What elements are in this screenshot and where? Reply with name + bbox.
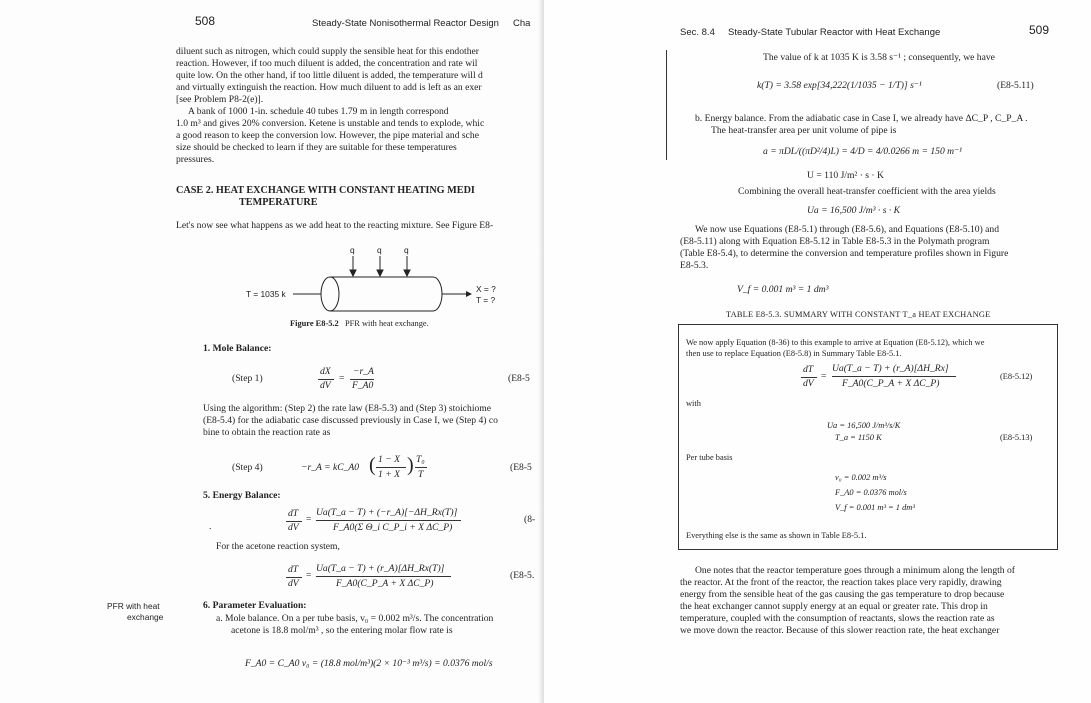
table-title: TABLE E8-5.3. SUMMARY WITH CONSTANT T_a HEAT EXCHANGE — [726, 310, 991, 319]
frac-num: 1 − X — [378, 454, 400, 465]
text-line: diluent such as nitrogen, which could supply the sensible heat for this endother — [176, 46, 479, 57]
text-line: bine to obtain the reaction rate as — [203, 427, 331, 438]
inlet-temperature-label: T = 1035 k — [246, 289, 286, 299]
heat-flux-label: q — [404, 245, 409, 255]
text-line: temperature, coupled with the consumption of reactants, slows the reaction rate as — [680, 613, 995, 624]
table-text: Per tube basis — [686, 453, 733, 462]
text-line: One notes that the reactor temperature goes through a minimum along the length of — [695, 565, 1015, 576]
equation-ua: Ua = 16,500 J/m³ · s · K — [807, 205, 901, 216]
running-head-left-cut: Cha — [513, 18, 531, 29]
eq-lhs: −r_A = kC_A0 — [301, 462, 360, 473]
energy-balance-heading: 5. Energy Balance: — [203, 490, 281, 501]
frac-num: dT — [288, 564, 299, 575]
frac-num: Ua(T_a − T) + (r_A)[ΔH_Rx] — [832, 363, 949, 374]
equation-area: a = πDL/((πD²/4)L) = 4/D = 4/0.0266 m = 150 m⁻¹ — [763, 146, 963, 157]
text-line: quite low. On the other hand, if too little diluent is added, the temperature will d — [176, 70, 483, 81]
equation-k: k(T) = 3.58 exp[34,222(1/1035 − 1/T)] s⁻¹ — [757, 80, 922, 91]
text-line: a good reason to keep the conversion low. However, the pipe material and sche — [176, 130, 479, 141]
table-equation: T_a = 1150 K — [835, 433, 882, 442]
frac-den: T — [418, 469, 424, 480]
text-line: Using the algorithm: (Step 2) the rate law (E8-5.3) and (Step 3) stoichiome — [203, 403, 492, 414]
bullet-dot: . — [209, 521, 212, 532]
frac-den: F_A0(C_P_A + X ΔC_P) — [336, 578, 434, 589]
case-intro: Let's now see what happens as we add heat to the reacting mixture. See Figure E8- — [176, 220, 494, 231]
change-bar — [666, 50, 667, 160]
frac-den: F_A0(C_P_A + X ΔC_P) — [842, 378, 940, 389]
text-line: size should be checked to learn if they are suitable for these temperatures — [176, 142, 457, 153]
equation-fa0: F_A0 = C_A0 v₀ = (18.8 mol/m³)(2 × 10⁻³ m³/s) = 0.0376 mol/s — [245, 658, 493, 669]
step-label: (Step 1) — [232, 373, 263, 384]
equation-number: (E8-5.11) — [997, 80, 1034, 91]
frac-den: F_A0(Σ Θ_i C_P_i + X ΔC_P) — [333, 522, 453, 533]
frac-num: dX — [320, 366, 331, 377]
equation-u: U = 110 J/m² · s · K — [807, 170, 884, 181]
table-equation: Ua = 16,500 J/m³/s/K — [827, 421, 901, 430]
frac-num: Ua(T_a − T) + (r_A)[ΔH_Rx(T)] — [316, 563, 445, 574]
text-line: reaction. However, if too much diluent is added, the concentration and rate wil — [176, 58, 478, 69]
step-label: (Step 4) — [232, 462, 263, 473]
heat-flux-label: q — [350, 245, 355, 255]
figure-caption-label: Figure E8-5.2 — [290, 319, 339, 328]
frac-den: 1 + X — [378, 469, 400, 480]
outlet-temperature-label: T = ? — [476, 295, 496, 305]
text-line: 1.0 m³ and gives 20% conversion. Ketene is unstable and tends to explode, whic — [176, 118, 485, 129]
case-heading-cont: TEMPERATURE — [239, 197, 318, 208]
running-head-right: Steady-State Tubular Reactor with Heat Exchange — [728, 27, 941, 38]
margin-note: exchange — [127, 612, 164, 622]
text-line: pressures. — [176, 154, 215, 165]
text-line: we move down the reactor. Because of this slower reaction rate, the heat exchanger — [680, 625, 1000, 636]
frac-num: dT — [803, 364, 814, 375]
mole-balance-heading: 1. Mole Balance: — [203, 343, 272, 354]
text-line: For the acetone reaction system, — [216, 541, 340, 552]
text-line: A bank of 1000 1-in. schedule 40 tubes 1.79 m in length correspond — [188, 106, 449, 117]
equation-number: (E8-5.13) — [1000, 433, 1033, 442]
case-heading: CASE 2. HEAT EXCHANGE WITH CONSTANT HEATING MEDI — [176, 185, 475, 196]
table-text: Everything else is the same as shown in Table E8-5.1. — [686, 531, 867, 540]
text-line: the reactor. At the front of the reactor, the reaction takes place very rapidly, drawing — [680, 577, 1002, 588]
text-line: the heat exchanger cannot supply energy at an equal or greater rate. This drop in — [680, 601, 988, 612]
heat-flux-label: q — [377, 245, 382, 255]
figure-caption — [290, 318, 429, 330]
frac-num: dT — [288, 508, 299, 519]
text-line: acetone is 18.8 mol/m³ , so the entering molar flow rate is — [231, 625, 453, 636]
text-line: The heat-transfer area per unit volume of pipe is — [711, 125, 897, 136]
left-page: 508 Steady-State Nonisothermal Reactor Design Cha diluent such as nitrogen, which could supply the sensible heat for this endother reaction. However, if too much diluent is added, the concentration and rate wil quite low. On the other hand, if too little diluent is added, the temperature will d and virtually extinguish the reaction. How much diluent to add is left as an exer [see Problem P8-2(e)]. A bank of 1000 1-in. schedule 40 tubes 1.79 m in length correspond 1.0 m³ and gives 20% conversion. Ketene is unstable and tends to explode, whic a good reason to keep the conversion low. However, the pipe material and sche size should be checked to learn if they are suitable for these temperatures pressures. CASE 2. HEAT EXCHANGE WITH CONSTANT HEATING MEDI TEMPERATURE Let's now see what happens as we add heat to the reacting mixture. See Figure E8- q q q T = 1035 k X = ? T = ? Figure E8-5.2 PFR with heat exchange. 1. Mole Balance: (Step 1) dX dV = −r_A F_A0 (E8-5 Using the algorithm: (Step 2) the rate law (E8-5.3) and (Step 3) stoichiome (E8-5.4) for the adiabatic case discussed previously in Case I, we (Step 4) co bine to obtain the reaction rate as (Step 4) −r_A = kC_A0 ( 1 − X 1 + X ) T₀ T (E8-5 5. Energy Balance: dT dV = Ua(T_a − T) + (−r_A)[−ΔH_Rx(T)] F_A0(Σ Θ_i C_P_i + X ΔC_P) (8- . For the acetone reaction system, dT dV = Ua(T_a − T) + (r_A)[ΔH_Rx(T)] F_A0(C_P_A + X ΔC_P) (E8-5. PFR with heat exchange 6. Parameter Evaluation: a. Mole balance. On a per tube basis, v₀ = 0.002 m³/s. The concentration acetone is 18.8 mol/m³ , so the entering molar flow rate is F_A0 = C_A0 v₀ = (18.8 mol/m³)(2 × 10⁻³ m³/s) = 0.0376 mol/s — [0, 0, 545, 703]
text-line: and virtually extinguish the reaction. How much diluent to add is left as an exer — [176, 82, 482, 93]
table-equation: v₀ = 0.002 m³/s — [835, 473, 887, 482]
frac-num: Ua(T_a − T) + (−r_A)[−ΔH_Rx(T)] — [316, 507, 458, 518]
text-line: We now use Equations (E8-5.1) through (E8-5.6), and Equations (E8-5.10) and — [695, 224, 1000, 235]
text-line: Combining the overall heat-transfer coefficient with the area yields — [738, 186, 996, 197]
text-line: b. Energy balance. From the adiabatic case in Case I, we already have ΔC_P , C_P_A . — [695, 113, 1028, 124]
frac-den: dV — [288, 578, 299, 589]
equation-number: (E8-5 — [508, 373, 530, 384]
text-line: energy from the sensible heat of the gas causing the gas temperature to drop because — [680, 589, 1005, 600]
text-line: (E8-5.4) for the adiabatic case discussed previously in Case I, we (Step 4) co — [203, 415, 498, 426]
frac-den: dV — [288, 522, 299, 533]
section-label: Sec. 8.4 — [680, 27, 715, 38]
table-equation: F_A0 = 0.0376 mol/s — [835, 488, 907, 497]
right-page: Sec. 8.4 Steady-State Tubular Reactor with Heat Exchange 509 The value of k at 1035 K is 3.58 s⁻¹ ; consequently, we have k(T) = 3.58 exp[34,222(1/1035 − 1/T)] s⁻¹ (E8-5.11) b. Energy balance. From the adiabatic case in Case I, we already have ΔC_P , C_P_A . The heat-transfer area per unit volume of pipe is a = πDL/((πD²/4)L) = 4/D = 4/0.0266 m = 150 m⁻¹ U = 110 J/m² · s · K Combining the overall heat-transfer coefficient with the area yields Ua = 16,500 J/m³ · s · K We now use Equations (E8-5.1) through (E8-5.6), and Equations (E8-5.10) and (E8-5.11) along with Equation E8-5.12 in Table E8-5.3 in the Polymath program (Table E8-5.4), to determine the conversion and temperature profiles shown in Figure E8-5.3. V_f = 0.001 m³ = 1 dm³ TABLE E8-5.3. SUMMARY WITH CONSTANT T_a HEAT EXCHANGE We now apply Equation (8-36) to this example to arrive at Equation (E8-5.12), which we then use to replace Equation (E8-5.8) in Summary Table E8-5.1. dT dV = Ua(T_a − T) + (r_A)[ΔH_Rx] F_A0(C_P_A + X ΔC_P) (E8-5.12) with Ua = 16,500 J/m³/s/K T_a = 1150 K (E8-5.13) Per tube basis v₀ = 0.002 m³/s F_A0 = 0.0376 mol/s V_f = 0.001 m³ = 1 dm³ Everything else is the same as shown in Table E8-5.1. One notes that the reactor temperature goes through a minimum along the length of the reactor. At the front of the reactor, the reaction takes place very rapidly, drawing energy from the sensible heat of the gas causing the gas temperature to drop because the heat exchanger cannot supply energy at an equal or greater rate. This drop in temperature, coupled with the consumption of reactants, slows the reaction rate as we move down the reactor. Because of this slower reaction rate, the heat exchanger — [545, 0, 1091, 703]
equation-number: (8- — [524, 514, 536, 525]
text-line: (Table E8-5.4), to determine the conversion and temperature profiles shown in Figure — [680, 248, 1009, 259]
equation-number: (E8-5 — [510, 462, 532, 473]
frac-num: −r_A — [353, 366, 374, 377]
table-text: then use to replace Equation (E8-5.8) in Summary Table E8-5.1. — [686, 349, 902, 358]
text-line: (E8-5.11) along with Equation E8-5.12 in Table E8-5.3 in the Polymath program — [680, 236, 990, 247]
table-equation: V_f = 0.001 m³ = 1 dm³ — [835, 503, 915, 512]
figure-caption-text: PFR with heat exchange. — [344, 319, 429, 328]
frac-den: F_A0 — [352, 380, 374, 391]
frac-num: T₀ — [416, 454, 425, 465]
outlet-conversion-label: X = ? — [476, 284, 496, 294]
running-head-left: Steady-State Nonisothermal Reactor Design — [312, 18, 499, 29]
page-number-right: 509 — [1029, 23, 1050, 37]
text-line: [see Problem P8-2(e)]. — [176, 94, 264, 105]
pfr-diagram — [0, 0, 545, 330]
table-text: We now apply Equation (8-36) to this example to arrive at Equation (E8-5.12), which we — [686, 338, 985, 347]
text-line: a. Mole balance. On a per tube basis, v₀ = 0.002 m³/s. The concentration — [216, 613, 494, 624]
parameter-heading: 6. Parameter Evaluation: — [203, 600, 307, 611]
equation-vf: V_f = 0.001 m³ = 1 dm³ — [737, 284, 829, 295]
equation-number: (E8-5. — [510, 570, 535, 581]
margin-note: PFR with heat — [107, 601, 160, 611]
text-line: E8-5.3. — [680, 260, 709, 271]
frac-den: dV — [803, 378, 814, 389]
table-text: with — [686, 399, 701, 408]
frac-den: dV — [320, 380, 331, 391]
equation-number: (E8-5.12) — [1000, 372, 1033, 381]
page-shadow — [538, 0, 544, 703]
page-number-left: 508 — [195, 14, 216, 28]
text-line: The value of k at 1035 K is 3.58 s⁻¹ ; consequently, we have — [763, 52, 995, 63]
